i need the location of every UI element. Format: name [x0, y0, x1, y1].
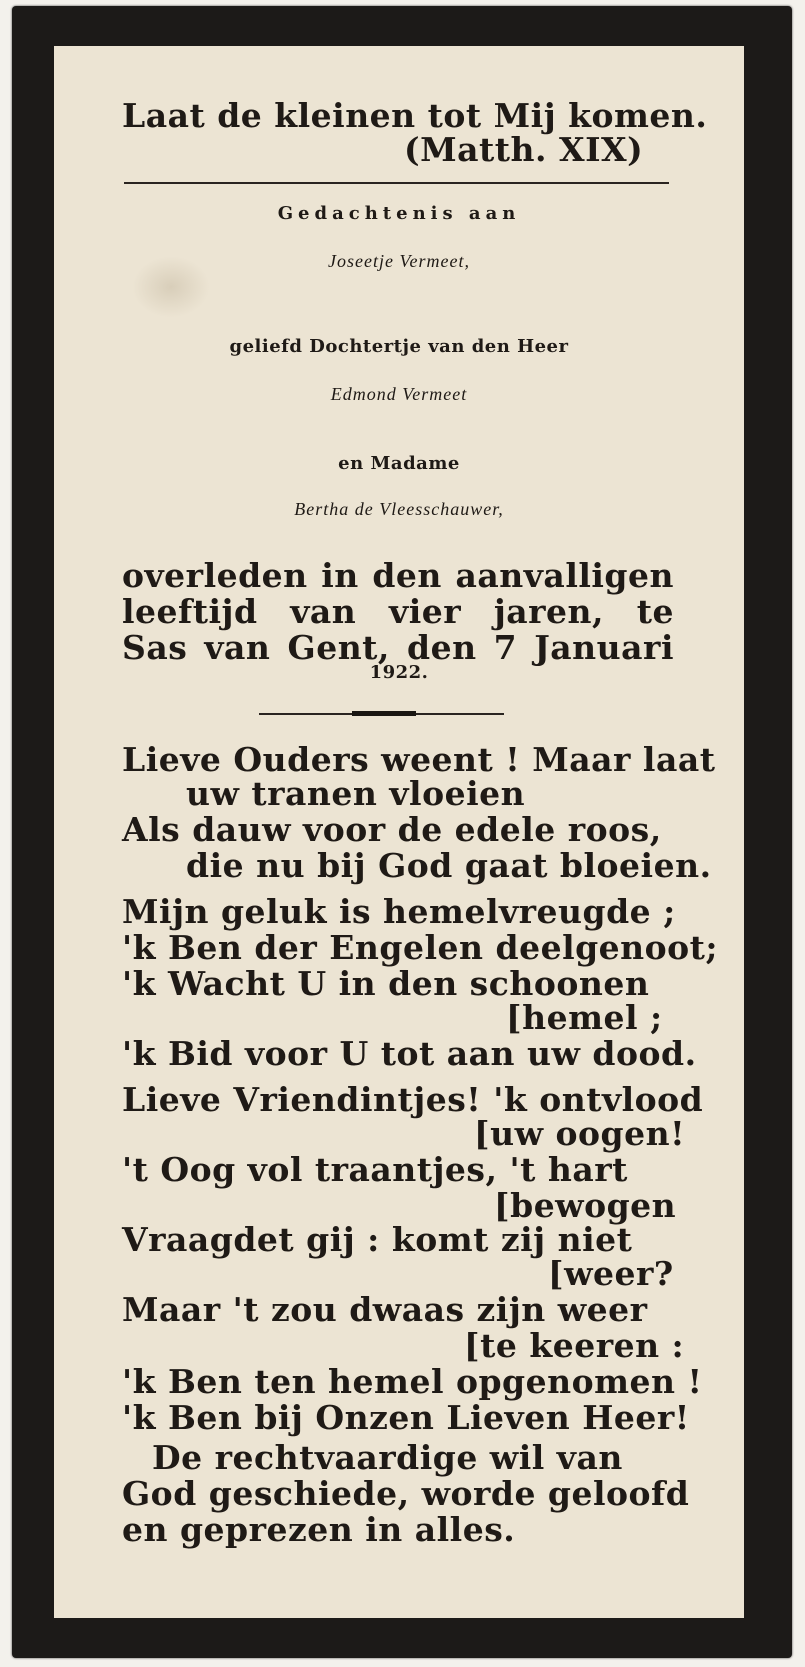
word: in: [321, 556, 359, 595]
word: jaren,: [493, 592, 605, 631]
word: Sas: [122, 628, 188, 667]
poem-line: 'k Ben ten hemel opgenomen !: [122, 1362, 703, 1401]
death-year: 1922.: [369, 662, 429, 683]
poem-line: 't Oog vol traantjes, 't hart: [122, 1150, 628, 1189]
poem-line: 'k Bid voor U tot aan uw dood.: [122, 1034, 697, 1073]
word: overleden: [122, 556, 308, 595]
word: Gent,: [287, 628, 390, 667]
closing-line: en geprezen in alles.: [122, 1510, 516, 1549]
word: den: [372, 556, 442, 595]
poem-line: 'k Ben bij Onzen Lieven Heer!: [122, 1398, 690, 1437]
poem-line: [uw oogen!: [474, 1114, 686, 1153]
poem-line: 'k Wacht U in den schoonen: [122, 964, 650, 1003]
poem-line: 'k Ben der Engelen deelgenoot;: [122, 928, 719, 967]
closing-line: God geschiede, worde geloofd: [122, 1474, 690, 1513]
poem-line: [hemel ;: [506, 998, 663, 1037]
and-line: en Madame: [338, 453, 460, 474]
deceased-name: Joseetje Vermeet,: [328, 251, 470, 271]
memorial-heading: Gedachtenis aan: [277, 203, 521, 224]
mourning-card: [12, 6, 792, 1658]
word: leeftijd: [122, 592, 258, 631]
poem-line: uw tranen vloeien: [186, 774, 526, 813]
death-line-1: [122, 556, 674, 595]
poem-line: [weer?: [548, 1254, 674, 1293]
poem-line: die nu bij God gaat bloeien.: [186, 846, 712, 885]
epigraph-reference: (Matth. XIX): [404, 130, 644, 169]
word: te: [636, 592, 674, 631]
mother-name: Bertha de Vleesschauwer,: [294, 499, 504, 519]
word: van: [290, 592, 357, 631]
poem-line: [bewogen: [494, 1186, 677, 1225]
poem-line: Lieve Ouders weent ! Maar laat: [122, 740, 716, 779]
word: aanvalligen: [455, 556, 674, 595]
word: van: [204, 628, 271, 667]
father-name: Edmond Vermeet: [330, 384, 468, 404]
poem-line: Lieve Vriendintjes! 'k ontvlood: [122, 1080, 704, 1119]
top-divider: [124, 182, 669, 184]
middle-divider-center: [352, 711, 416, 716]
word: vier: [389, 592, 462, 631]
poem-line: Vraagdet gij : komt zij niet: [122, 1220, 633, 1259]
word: 7: [493, 628, 518, 667]
poem-line: Als dauw voor de edele roos,: [122, 810, 662, 849]
poem-line: Maar 't zou dwaas zijn weer: [122, 1290, 648, 1329]
closing-line: De rechtvaardige wil van: [152, 1438, 623, 1477]
poem-line: [te keeren :: [464, 1326, 685, 1365]
death-line-2: [122, 592, 674, 631]
word: den: [407, 628, 477, 667]
relation-line: geliefd Dochtertje van den Heer: [229, 336, 569, 357]
poem-line: Mijn geluk is hemelvreugde ;: [122, 892, 676, 931]
word: Januari: [534, 628, 674, 667]
card-paper: [54, 46, 744, 1618]
epigraph-line: Laat de kleinen tot Mij komen.: [122, 96, 708, 135]
